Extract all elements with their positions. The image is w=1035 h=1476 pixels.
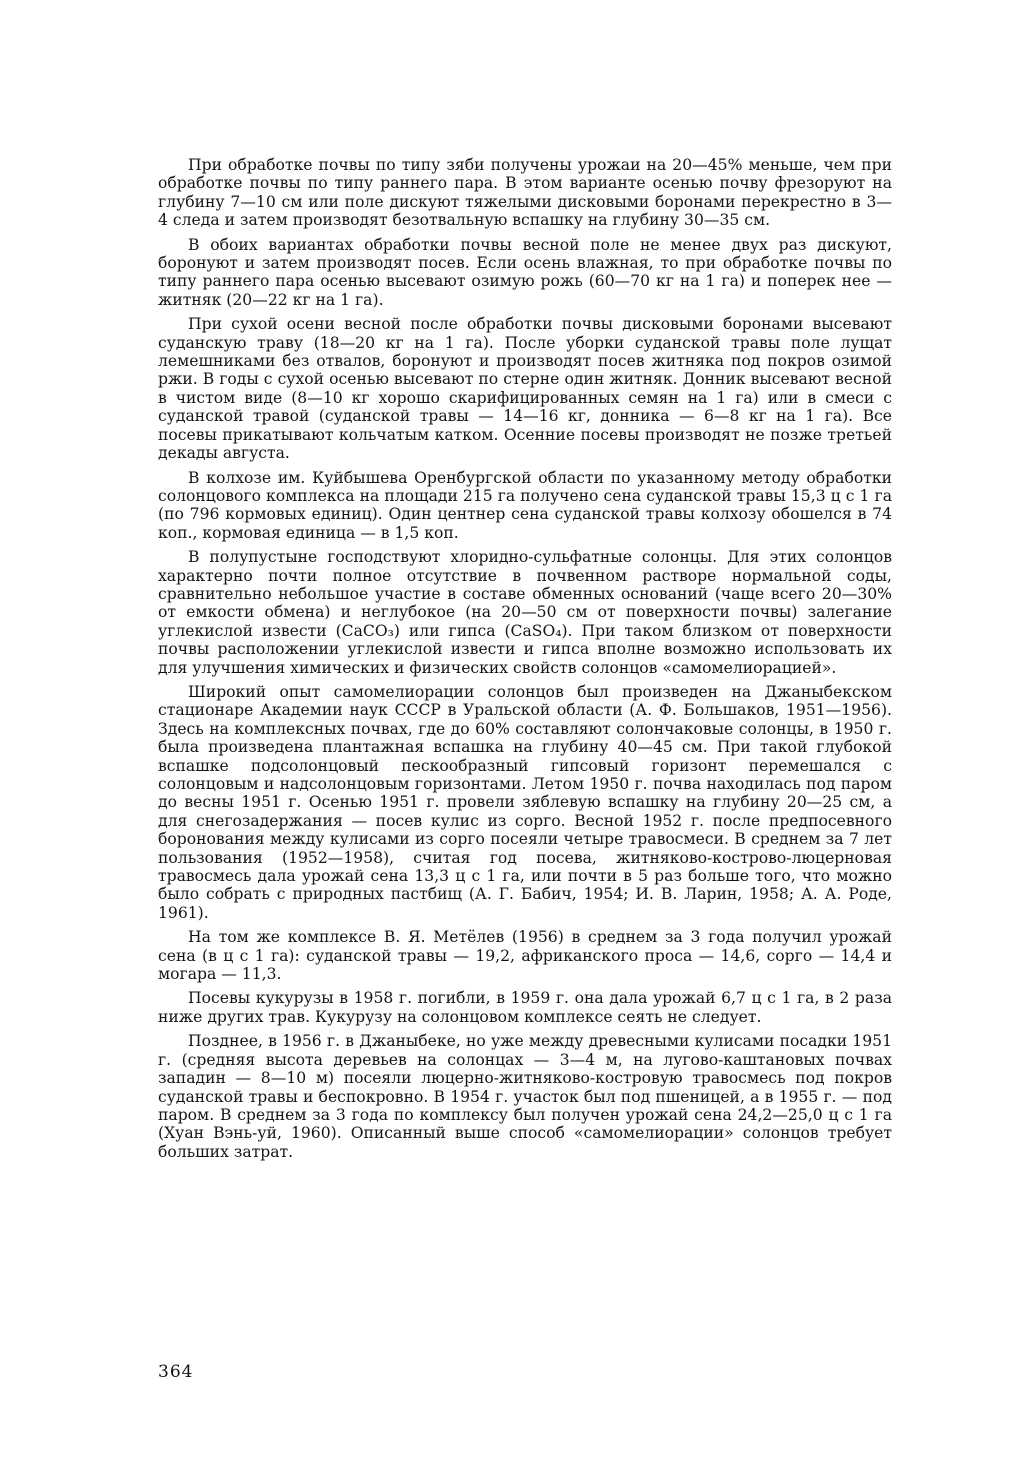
- paragraph-3: При сухой осени весной после обработки почвы дисковыми боронами высевают суданскую траву (18—20 кг на 1 га). После уборки суданской травы поле лущат лемешниками без отвалов, боронуют и производят посев житняка под покров озимой ржи. В годы с сухой осенью высевают по стерне один житняк. Донник высевают весной в чистом виде (8—10 кг хорошо скарифицированных семян на 1 га) или в смеси с суданской травой (суданской травы — 14—16 кг, донника — 6—8 кг на 1 га). Все посевы прикатывают кольчатым катком. Осенние посевы производят не позже третьей декады августа.: [158, 315, 892, 463]
- paragraph-6: Широкий опыт самомелиорации солонцов был произведен на Джаныбекском стационаре Академии наук СССР в Уральской области (А. Ф. Большаков, 1951—1956). Здесь на комплексных почвах, где до 60% составляют солончаковые солонцы, в 1950 г. была произведена плантажная вспашка на глубину 40—45 см. При такой глубокой вспашке подсолонцовый пескообразный гипсовый горизонт перемешался с солонцовым и надсолонцовым горизонтами. Летом 1950 г. почва находилась под паром до весны 1951 г. Осенью 1951 г. провели зяблевую вспашку на глубину 20—25 см, а для снегозадержания — посев кулис из сорго. Весной 1952 г. после предпосевного боронования между кулисами из сорго посеяли четыре травосмеси. В среднем за 7 лет пользования (1952—1958), считая год посева, житняково-кострово-люцерновая травосмесь дала урожай сена 13,3 ц с 1 га, или почти в 5 раз больше того, что можно было собрать с природных пастбищ (А. Г. Бабич, 1954; И. В. Ларин, 1958; А. А. Роде, 1961).: [158, 682, 892, 922]
- page-number: 364: [158, 1362, 194, 1382]
- paragraph-5: В полупустыне господствуют хлоридно-сульфатные солонцы. Для этих солонцов характерно почти полное отсутствие в почвенном растворе нормальной соды, сравнительно небольшое участие в составе обменных оснований (чаще всего 20—30% от емкости обмена) и неглубокое (на 20—50 см от поверхности почвы) залегание углекислой извести (CaCO₃) или гипса (CaSO₄). При таком близком от поверхности почвы расположении углекислой извести и гипса вполне возможно использовать их для улучшения химических и физических свойств солонцов «самомелиорацией».: [158, 548, 892, 677]
- paragraph-2: В обоих вариантах обработки почвы весной поле не менее двух раз дискуют, боронуют и затем производят посев. Если осень влажная, то при обработке почвы по типу раннего пара осенью высевают озимую рожь (60—70 кг на 1 га) и поперек нее — житняк (20—22 кг на 1 га).: [158, 235, 892, 309]
- paragraph-7: На том же комплексе В. Я. Метёлев (1956) в среднем за 3 года получил урожай сена (в ц с 1 га): суданской травы — 19,2, африканского проса — 14,6, сорго — 14,4 и могара — 11,3.: [158, 928, 892, 984]
- page-body: [158, 156, 892, 1161]
- paragraph-9: Позднее, в 1956 г. в Джаныбеке, но уже между древесными кулисами посадки 1951 г. (средняя высота деревьев на солонцах — 3—4 м, на лугово-каштановых почвах западин — 8—10 м) посеяли люцерно-житняково-костровую травосмесь под покров суданской травы и беспокровно. В 1954 г. участок был под пшеницей, а в 1955 г. — под паром. В среднем за 3 года по комплексу был получен урожай сена 24,2—25,0 ц с 1 га (Хуан Вэнь-уй, 1960). Описанный выше способ «самомелиорации» солонцов требует больших затрат.: [158, 1032, 892, 1161]
- paragraph-8: Посевы кукурузы в 1958 г. погибли, в 1959 г. она дала урожай 6,7 ц с 1 га, в 2 раза ниже других трав. Кукурузу на солонцовом комплексе сеять не следует.: [158, 989, 892, 1026]
- paragraph-4: В колхозе им. Куйбышева Оренбургской области по указанному методу обработки солонцового комплекса на площади 215 га получено сена суданской травы 15,3 ц с 1 га (по 796 кормовых единиц). Один центнер сена суданской травы колхозу обошелся в 74 коп., кормовая единица — в 1,5 коп.: [158, 468, 892, 542]
- paragraph-1: При обработке почвы по типу зяби получены урожаи на 20—45% меньше, чем при обработке почвы по типу раннего пара. В этом варианте осенью почву фрезоруют на глубину 7—10 см или поле дискуют тяжелыми дисковыми боронами перекрестно в 3—4 следа и затем производят безотвальную вспашку на глубину 30—35 см.: [158, 156, 892, 230]
